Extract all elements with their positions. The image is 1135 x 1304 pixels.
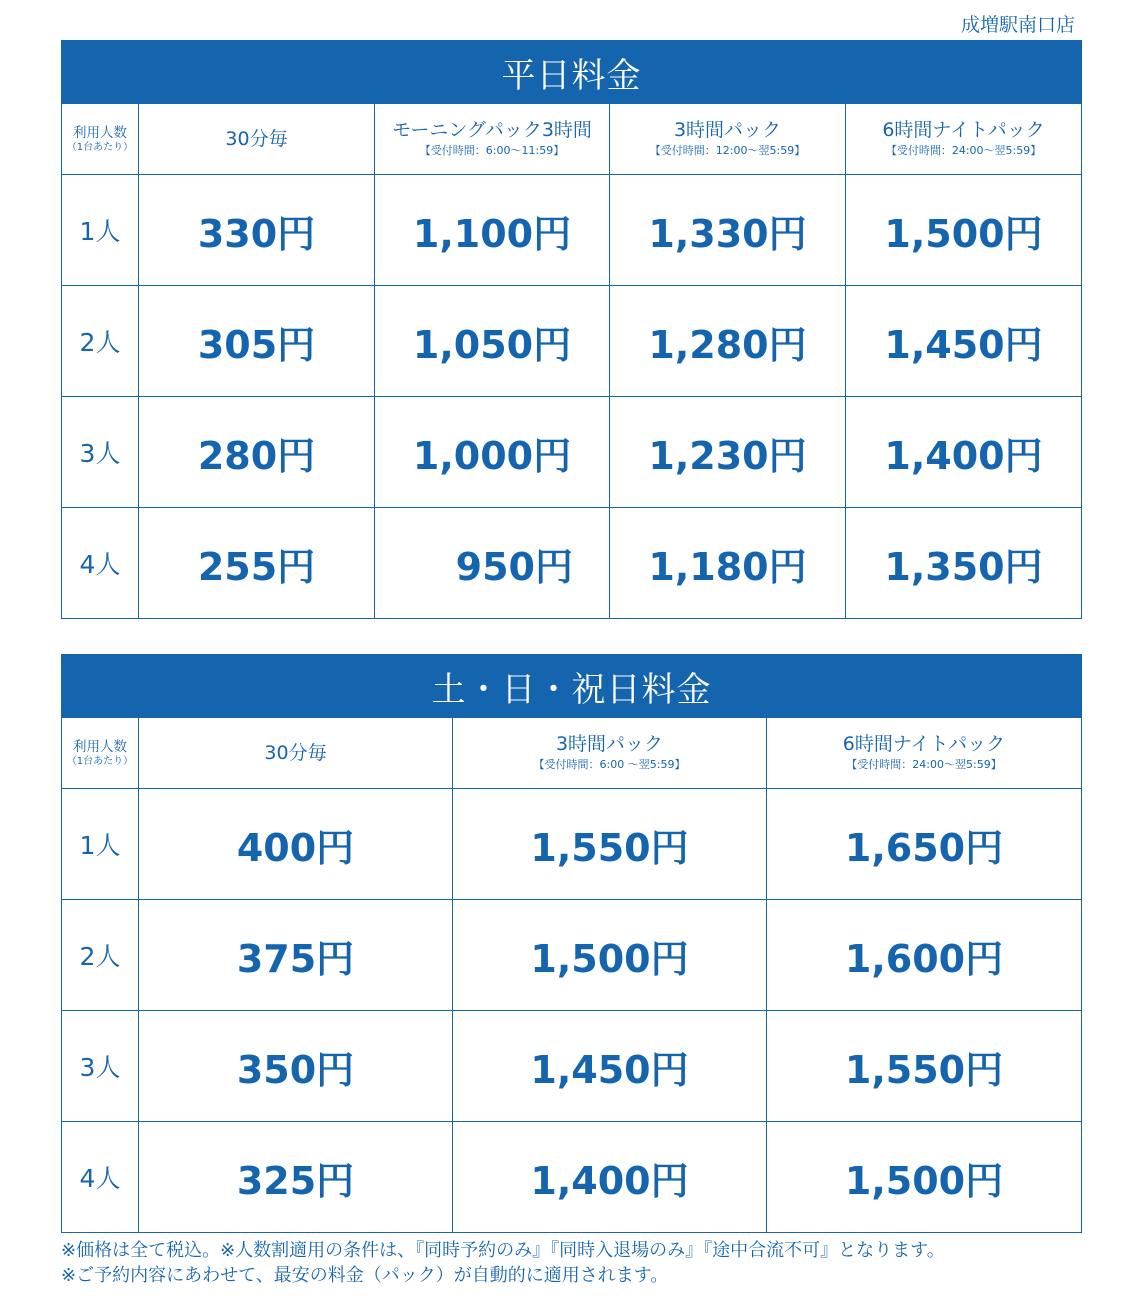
table-row — [62, 789, 1082, 900]
price-cell: 1,650円 — [767, 789, 1082, 900]
plan-header-30min: 30分毎 — [139, 718, 453, 789]
price-cell: 1,550円 — [767, 1011, 1082, 1122]
price-cell: 1,400円 — [453, 1122, 767, 1233]
price-cell: 1,450円 — [846, 286, 1082, 397]
plan-header-6h-night-pack: 6時間ナイトパック 【受付時間：24:00〜翌5:59】 — [846, 104, 1082, 175]
price-cell: 1,230円 — [610, 397, 846, 508]
price-cell: 1,500円 — [453, 900, 767, 1011]
persons-header — [62, 104, 139, 175]
price-cell: 1,180円 — [610, 508, 846, 619]
weekday-header-row — [62, 104, 1082, 175]
price-cell: 1,600円 — [767, 900, 1082, 1011]
table-row — [62, 900, 1082, 1011]
persons-count: 4人 — [62, 508, 139, 619]
weekend-title: 土・日・祝日料金 — [62, 655, 1082, 718]
weekend-header-row — [62, 718, 1082, 789]
price-cell: 1,550円 — [453, 789, 767, 900]
store-name: 成増駅南口店 — [960, 14, 1075, 36]
price-cell: 1,400円 — [846, 397, 1082, 508]
price-cell: 400円 — [139, 789, 453, 900]
price-cell: 1,050円 — [375, 286, 610, 397]
footnotes — [61, 1238, 945, 1288]
plan-header-6h-night-pack: 6時間ナイトパック 【受付時間：24:00〜翌5:59】 — [767, 718, 1082, 789]
persons-count: 3人 — [62, 397, 139, 508]
price-cell: 1,330円 — [610, 175, 846, 286]
weekday-title: 平日料金 — [62, 41, 1082, 104]
weekend-price-table — [61, 654, 1082, 1233]
price-cell: 1,500円 — [846, 175, 1082, 286]
price-cell: 375円 — [139, 900, 453, 1011]
persons-header-label: 利用人数 — [73, 738, 127, 755]
persons-count: 2人 — [62, 286, 139, 397]
persons-header — [62, 718, 139, 789]
footnote-tax-and-conditions: ※価格は全て税込。※人数割適用の条件は、『同時予約のみ』『同時入退場のみ』『途中合流不可』となります。 — [61, 1240, 945, 1261]
price-cell: 350円 — [139, 1011, 453, 1122]
plan-header-30min: 30分毎 — [139, 104, 375, 175]
price-cell: 1,280円 — [610, 286, 846, 397]
price-cell: 1,100円 — [375, 175, 610, 286]
table-row — [62, 286, 1082, 397]
table-row — [62, 1122, 1082, 1233]
persons-header-sub: （1台あたり） — [66, 141, 134, 153]
table-row — [62, 508, 1082, 619]
table-row — [62, 175, 1082, 286]
plan-header-3h-pack: 3時間パック 【受付時間：6:00 〜翌5:59】 — [453, 718, 767, 789]
price-cell: 305円 — [139, 286, 375, 397]
price-cell: 1,450円 — [453, 1011, 767, 1122]
persons-count: 3人 — [62, 1011, 139, 1122]
price-cell: 325円 — [139, 1122, 453, 1233]
price-cell: 330円 — [139, 175, 375, 286]
plan-header-3h-pack: 3時間パック 【受付時間：12:00〜翌5:59】 — [610, 104, 846, 175]
price-cell: 280円 — [139, 397, 375, 508]
table-row — [62, 397, 1082, 508]
persons-count: 1人 — [62, 789, 139, 900]
persons-count: 4人 — [62, 1122, 139, 1233]
persons-header-label: 利用人数 — [73, 124, 127, 141]
persons-count: 2人 — [62, 900, 139, 1011]
footnote-auto-cheapest: ※ご予約内容にあわせて、最安の料金（パック）が自動的に適用されます。 — [61, 1265, 669, 1286]
price-cell: 1,350円 — [846, 508, 1082, 619]
price-cell: 255円 — [139, 508, 375, 619]
table-row — [62, 1011, 1082, 1122]
price-cell: 950円 — [375, 508, 610, 619]
plan-header-morning-pack: モーニングパック3時間 【受付時間：6:00〜11:59】 — [375, 104, 610, 175]
persons-count: 1人 — [62, 175, 139, 286]
price-cell: 1,500円 — [767, 1122, 1082, 1233]
price-cell: 1,000円 — [375, 397, 610, 508]
weekday-price-table — [61, 40, 1082, 619]
persons-header-sub: （1台あたり） — [66, 755, 134, 767]
